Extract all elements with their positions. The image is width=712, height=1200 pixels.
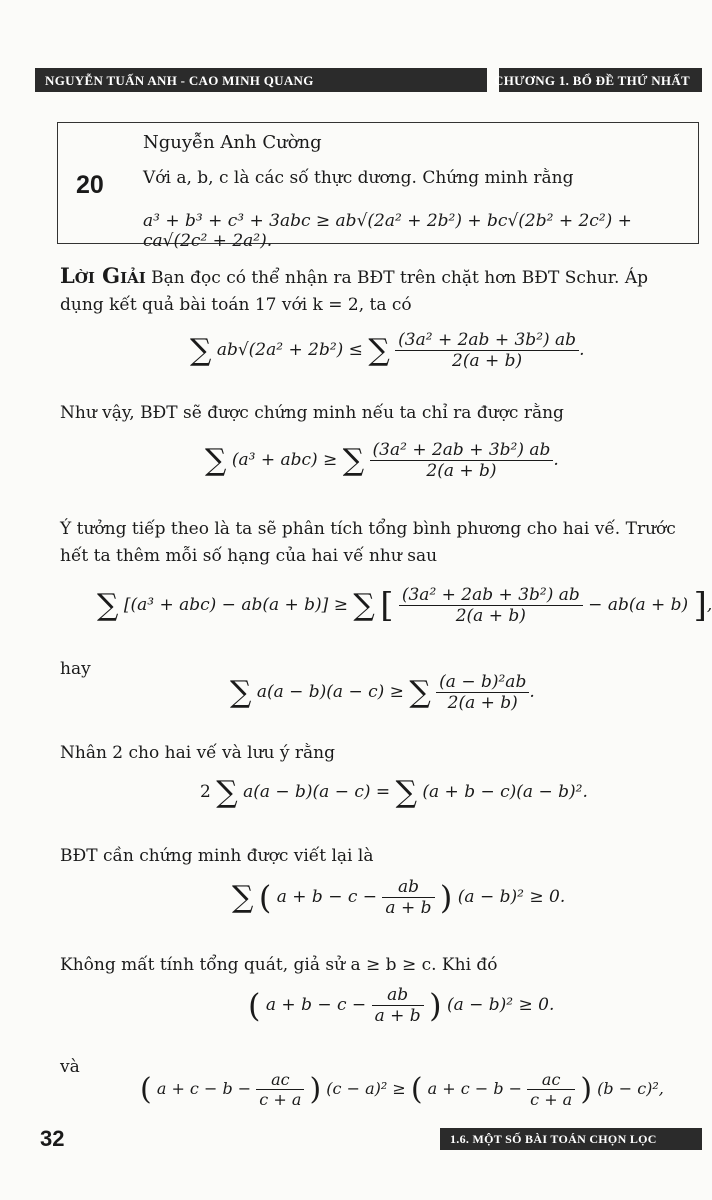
equation-5-right: (a + b − c)(a − b)². [422, 782, 588, 802]
sum-symbol: ∑ [230, 675, 252, 710]
equation-6-a: a + b − c − [276, 887, 378, 907]
solution-paragraph-4: hay [60, 659, 91, 679]
equation-5 [200, 775, 588, 810]
solution-paragraph-8: và [60, 1057, 80, 1077]
problem-number: 20 [76, 171, 104, 199]
fraction-denominator: a + b [385, 898, 432, 918]
equation-4-left: a(a − b)(a − c) ≥ [256, 682, 404, 702]
equation-8: ( a + c − b − $\frac{ac}{c + a}$ ) (c − a)² ≥ ( a + c − b − $\frac{ac}{c + a}$ ) (b − c)², [140, 1070, 664, 1109]
equation-8-a: a + c − b − [156, 1079, 252, 1098]
sum-symbol: ∑ [97, 588, 119, 623]
fraction-numerator: (3a² + 2ab + 3b²) ab [395, 330, 579, 351]
running-header [35, 68, 702, 92]
equation-7-fraction [372, 985, 424, 1026]
equation-6: ∑ ( a + b − c − $\frac{ab}{a + b}$ ) (a − b)² ≥ 0. [232, 877, 566, 918]
fraction-denominator: 2(a + b) [455, 606, 526, 626]
page-number: 32 [40, 1126, 65, 1151]
fraction-denominator: 2(a + b) [452, 351, 523, 371]
sum-symbol: ∑ [342, 443, 365, 478]
solution-paragraph-5: Nhân 2 cho hai vế và lưu ý rằng [60, 743, 336, 763]
equation-2: ∑ (a³ + abc) ≥ ∑ $\frac{\text{(3a² + 2ab + 3b²) ab}}{2(a + b)}$ . [205, 440, 559, 481]
fraction-denominator: a + b [374, 1006, 421, 1026]
equation-2-fraction [370, 440, 554, 481]
solution-paragraph-1 [60, 262, 696, 319]
equation-4-fraction [436, 672, 529, 713]
equation-1: ∑ ab√(2a² + 2b²) ≤ ∑ $\frac{\text{(3a² + 2ab + 3b²) ab}}{2(a + b)}$ . [190, 330, 585, 371]
equation-7-a: a + b − c − [265, 995, 367, 1015]
sum-symbol: ∑ [409, 675, 431, 710]
solution-paragraph-2: Như vậy, BĐT sẽ được chứng minh nếu ta chỉ ra được rằng [60, 403, 564, 423]
fraction-numerator: (3a² + 2ab + 3b²) ab [399, 585, 583, 606]
equation-8-fraction-2 [527, 1070, 575, 1109]
sum-symbol: ∑ [368, 333, 390, 368]
sum-symbol: ∑ [216, 775, 238, 810]
fraction-denominator: c + a [530, 1090, 573, 1109]
fraction-numerator: (a − b)²ab [436, 672, 529, 693]
equation-6-b: (a − b)² ≥ 0. [457, 887, 566, 907]
equation-8-b: (c − a)² ≥ [326, 1079, 406, 1098]
solution-lead: Lời Giải [60, 263, 146, 288]
equation-2-left: (a³ + abc) ≥ [231, 450, 338, 470]
fraction-numerator: ab [382, 877, 434, 898]
equation-3-tail: − ab(a + b) [588, 595, 689, 615]
equation-8-fraction-1 [256, 1070, 304, 1109]
fraction-denominator: 2(a + b) [447, 693, 518, 713]
equation-5-coefficient: 2 [200, 782, 211, 802]
solution-paragraph-7: Không mất tính tổng quát, giả sử a ≥ b ≥ c. Khi đó [60, 955, 498, 975]
equation-4: ∑ a(a − b)(a − c) ≥ ∑ $\frac{\text{(a − b)²ab}}{2(a + b)}$ . [230, 672, 535, 713]
sum-symbol: ∑ [190, 333, 212, 368]
header-authors: NGUYỄN TUẤN ANH - CAO MINH QUANG [45, 73, 314, 88]
sum-symbol: ∑ [395, 775, 417, 810]
fraction-numerator: ab [372, 985, 424, 1006]
equation-7-b: (a − b)² ≥ 0. [446, 995, 555, 1015]
equation-8-c: a + c − b − [427, 1079, 523, 1098]
sum-symbol: ∑ [205, 443, 227, 478]
equation-5-middle: a(a − b)(a − c) = [243, 782, 391, 802]
solution-paragraph-6: BĐT cần chứng minh được viết lại là [60, 846, 374, 866]
equation-3-fraction [399, 585, 583, 626]
equation-3: ∑ [(a³ + abc) − ab(a + b)] ≥ ∑ [ $\frac{\text{(3a² + 2ab + 3b²) ab}}{2(a + b)}$ − ab(a + b) ], [97, 585, 712, 626]
running-footer [440, 1128, 702, 1150]
problem-formula: a³ + b³ + c³ + 3abc ≥ ab√(2a² + 2b²) + bc√(2b² + 2c²) + ca√(2c² + 2a²). [143, 211, 632, 251]
equation-7: ( a + b − c − $\frac{ab}{a + b}$ ) (a − b)² ≥ 0. [248, 985, 555, 1026]
problem-statement: Với a, b, c là các số thực dương. Chứng minh rằng [143, 168, 574, 188]
equation-8-d: (b − c)², [597, 1079, 664, 1098]
sum-symbol: ∑ [353, 588, 375, 623]
problem-author: Nguyễn Anh Cường [143, 132, 322, 153]
header-chapter: CHƯƠNG 1. BỔ ĐỀ THỨ NHẤT [494, 73, 690, 88]
equation-3-left: [(a³ + abc) − ab(a + b)] ≥ [123, 595, 348, 615]
fraction-numerator: ac [527, 1070, 575, 1090]
fraction-denominator: c + a [259, 1090, 302, 1109]
equation-6-fraction [382, 877, 434, 918]
footer-section: 1.6. MỘT SỐ BÀI TOÁN CHỌN LỌC [450, 1132, 657, 1146]
problem-box [57, 122, 699, 251]
solution-paragraph-3: Ý tưởng tiếp theo là ta sẽ phân tích tổng bình phương cho hai vế. Trước hết ta thêm mỗi số hạng của hai vế như sau [60, 519, 676, 566]
sum-symbol: ∑ [232, 880, 254, 915]
fraction-numerator: (3a² + 2ab + 3b²) ab [370, 440, 554, 461]
solution-text-1: Bạn đọc có thể nhận ra BĐT trên chặt hơn BĐT Schur. Áp dụng kết quả bài toán 17 với k = 2, ta có [60, 268, 648, 315]
equation-1-fraction [395, 330, 579, 371]
equation-1-left: ab√(2a² + 2b²) ≤ [216, 340, 363, 360]
fraction-denominator: 2(a + b) [426, 461, 497, 481]
fraction-numerator: ac [256, 1070, 304, 1090]
